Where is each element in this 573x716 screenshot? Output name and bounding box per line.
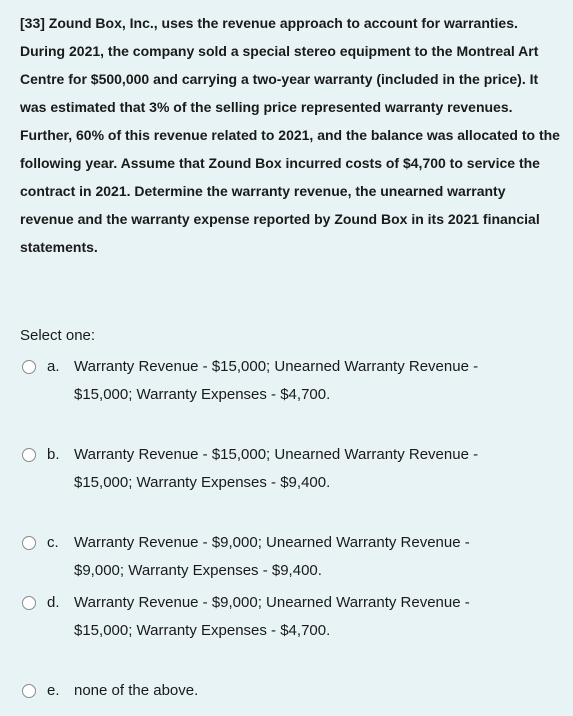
option-label[interactable]: none of the above. <box>74 682 199 699</box>
radio-button-e[interactable] <box>22 684 36 698</box>
answer-option-a[interactable] <box>22 353 542 409</box>
option-label[interactable]: Warranty Revenue - $15,000; Unearned Warranty Revenue - $15,000; Warranty Expenses - $4,700. <box>74 358 479 403</box>
answer-option-c[interactable] <box>22 529 542 585</box>
answer-option-d[interactable] <box>22 589 542 645</box>
answer-option-b[interactable] <box>22 441 542 497</box>
answer-option-e[interactable] <box>22 677 542 705</box>
option-letter: c. <box>47 534 59 551</box>
option-label[interactable]: Warranty Revenue - $9,000; Unearned Warranty Revenue - $15,000; Warranty Expenses - $4,700. <box>74 594 470 639</box>
radio-button-a[interactable] <box>22 360 36 374</box>
radio-button-c[interactable] <box>22 536 36 550</box>
option-letter: d. <box>47 594 60 611</box>
option-letter: b. <box>47 446 60 463</box>
radio-button-b[interactable] <box>22 448 36 462</box>
radio-button-d[interactable] <box>22 596 36 610</box>
select-one-label: Select one: <box>20 327 96 344</box>
option-label[interactable]: Warranty Revenue - $15,000; Unearned Warranty Revenue - $15,000; Warranty Expenses - $9,400. <box>74 446 479 491</box>
question-text: [33] Zound Box, Inc., uses the revenue approach to account for warranties. During 2021, the company sold a special stereo equipment to the Montreal Art Centre for $500,000 and carrying a two-year warranty (included in the price). It was estimated that 3% of the selling price represented warranty revenues. Further, 60% of this revenue related to 2021, and the balance was allocated to the following year. Assume that Zound Box incurred costs of $4,700 to service the contract in 2021. Determine the warranty revenue, the unearned warranty revenue and the warranty expense reported by Zound Box in its 2021 financial statements. <box>20 15 560 255</box>
option-letter: e. <box>47 682 60 699</box>
option-letter: a. <box>47 358 60 375</box>
option-label[interactable]: Warranty Revenue - $9,000; Unearned Warranty Revenue - $9,000; Warranty Expenses - $9,400. <box>74 534 470 579</box>
